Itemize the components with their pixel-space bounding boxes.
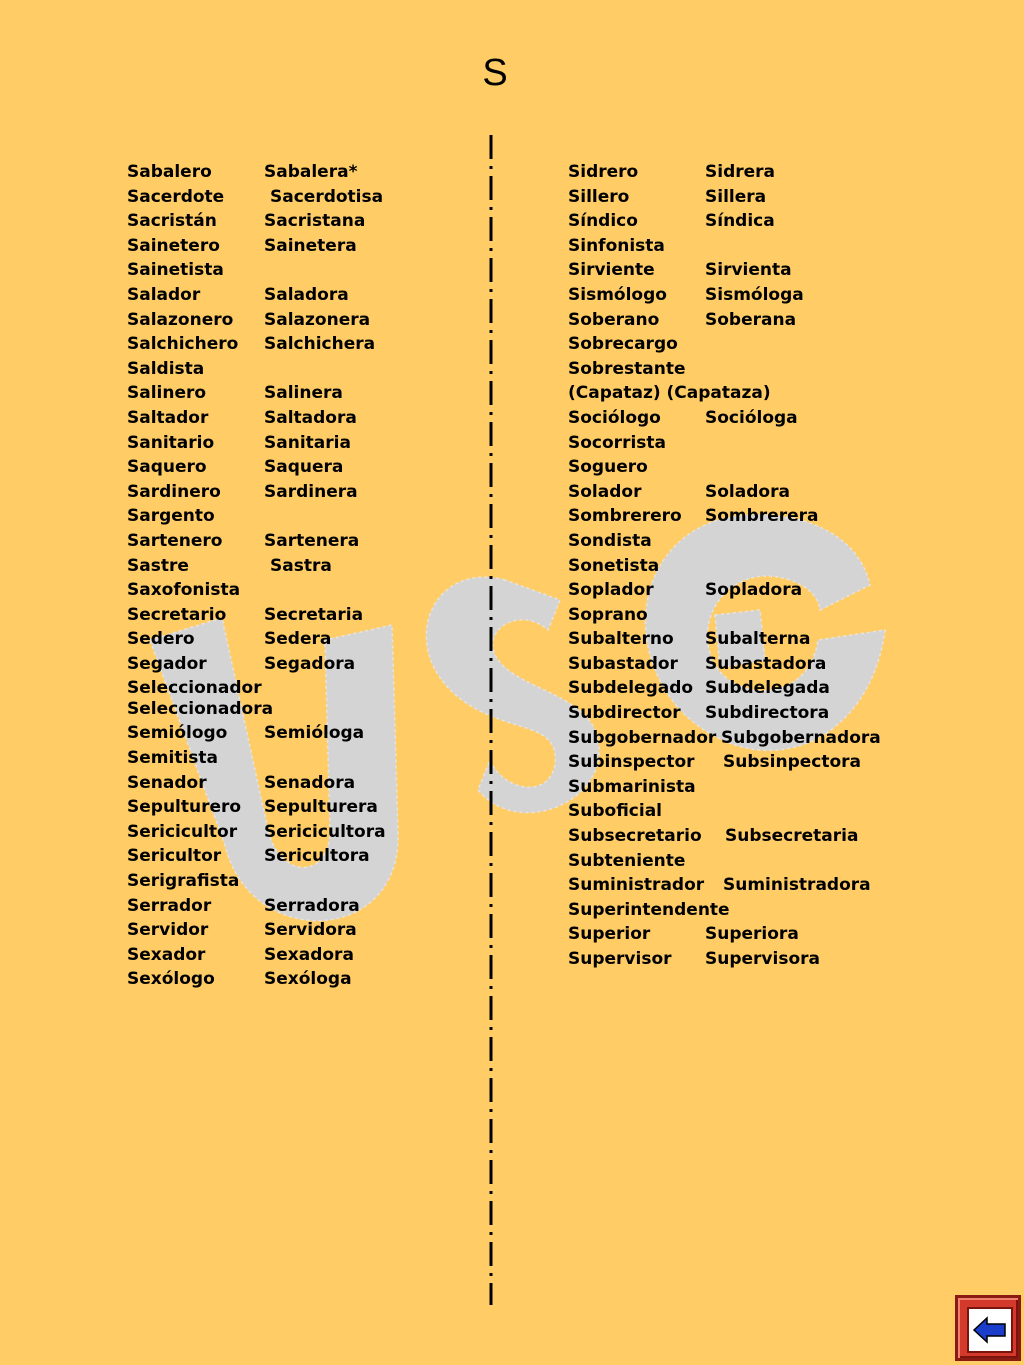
back-button-face	[967, 1307, 1013, 1353]
page-title: S	[482, 52, 508, 94]
back-button[interactable]	[955, 1295, 1021, 1361]
back-arrow-icon	[969, 1309, 1011, 1351]
